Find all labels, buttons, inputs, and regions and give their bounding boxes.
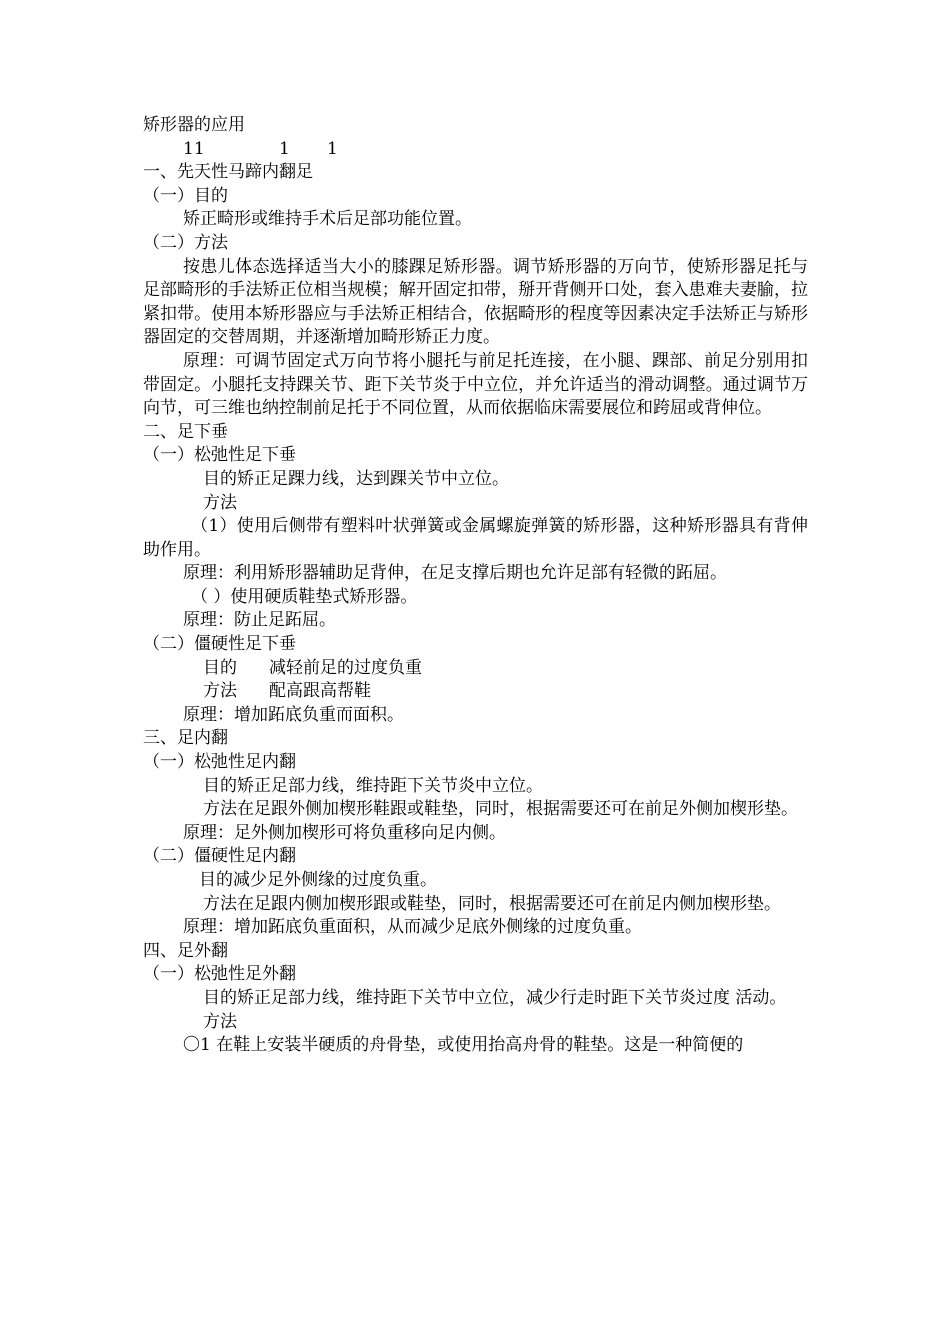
section-1-principle: 原理：可调节固定式万向节将小腿托与前足托连接，在小腿、踝部、前足分别用扣带固定。小腿托支持踝关节、距下关节炎于中立位，并允许适当的滑动调整。通过调节万向节，可三维也纳控制前足托于不同位置，从而依据临床需要展位和跨屈或背伸位。 xyxy=(143,350,808,419)
section-3-principle-2: 原理：增加跖底负重面积，从而减少足底外侧缘的过度负重。 xyxy=(183,917,642,938)
document-title: 矫形器的应用 xyxy=(143,115,245,135)
page-numbers xyxy=(143,138,808,162)
section-2-sub-2: （二）僵硬性足下垂 xyxy=(143,634,296,655)
section-2-principle-2: 原理：防止足跖屈。 xyxy=(183,610,336,631)
section-2-item-2: （ ）使用硬质鞋垫式矫形器。 xyxy=(191,586,418,607)
section-2-item-1: （1）使用后侧带有塑料叶状弹簧或金属螺旋弹簧的矫形器，这种矫形器具有背伸助作用。 xyxy=(143,516,808,560)
section-1-method: 按患儿体态选择适当大小的膝踝足矫形器。调节矫形器的万向节，使矫形器足托与足部畸形的手法矫正位相当规模；解开固定扣带，掰开背侧开口处，套入患难夫妻腧，拉紧扣带。使用本矫形器应与手法矫正相结合，依据畸形的程度等因素决定手法矫正与矫形器固定的交替周期，并逐渐增加畸形矫正力度。 xyxy=(143,256,808,348)
section-2-goal-2 xyxy=(143,657,808,681)
number-1: 11 xyxy=(183,138,205,159)
method-2-text: 配高跟高帮鞋 xyxy=(269,681,371,702)
section-2-principle-3: 原理：增加跖底负重而面积。 xyxy=(183,704,404,725)
goal-2-label: 目的 xyxy=(203,657,237,678)
section-1-goal: 矫正畸形或维持手术后足部功能位置。 xyxy=(183,209,472,230)
section-2-method-2 xyxy=(143,680,808,704)
section-4-sub-1: （一）松弛性足外翻 xyxy=(143,964,296,985)
section-2-heading: 二、足下垂 xyxy=(143,421,228,442)
section-1-sub-2: （二）方法 xyxy=(143,232,228,253)
number-2: 1 xyxy=(279,138,290,159)
section-3-goal-2: 目的减少足外侧缘的过度负重。 xyxy=(199,870,437,890)
section-3-method: 方法在足跟外侧加楔形鞋跟或鞋垫，同时，根据需要还可在前足外侧加楔形垫。 xyxy=(203,799,798,820)
goal-2-text: 减轻前足的过度负重 xyxy=(269,657,422,678)
section-2-method-label: 方法 xyxy=(203,492,237,513)
section-2-goal: 目的矫正足踝力线，达到踝关节中立位。 xyxy=(203,468,509,489)
document-page xyxy=(143,114,808,1058)
section-3-sub-2: （二）僵硬性足内翻 xyxy=(143,846,296,867)
section-4-item-1: 〇1 在鞋上安装半硬质的舟骨垫，或使用抬高舟骨的鞋垫。这是一种简便的 xyxy=(183,1035,744,1056)
section-2-sub-1: （一）松弛性足下垂 xyxy=(143,445,296,466)
section-4-heading: 四、足外翻 xyxy=(143,940,228,961)
section-3-heading: 三、足内翻 xyxy=(143,728,228,749)
section-3-goal: 目的矫正足部力线，维持距下关节炎中立位。 xyxy=(203,775,543,796)
section-1-heading: 一、先天性马蹄内翻足 xyxy=(143,162,313,183)
section-3-method-2: 方法在足跟内侧加楔形跟或鞋垫，同时，根据需要还可在前足内侧加楔形垫。 xyxy=(203,893,781,914)
section-3-principle: 原理：足外侧加楔形可将负重移向足内侧。 xyxy=(183,822,506,843)
section-4-method-label: 方法 xyxy=(203,1011,237,1032)
method-2-label: 方法 xyxy=(203,681,237,702)
section-3-sub-1: （一）松弛性足内翻 xyxy=(143,752,296,773)
section-1-sub-1: （一）目的 xyxy=(143,185,228,206)
section-4-goal: 目的矫正足部力线，维持距下关节中立位，减少行走时距下关节炎过度 活动。 xyxy=(203,987,787,1008)
section-2-principle-1: 原理：利用矫形器辅助足背伸，在足支撑后期也允许足部有轻微的跖屈。 xyxy=(183,563,727,584)
number-3: 1 xyxy=(327,138,338,159)
